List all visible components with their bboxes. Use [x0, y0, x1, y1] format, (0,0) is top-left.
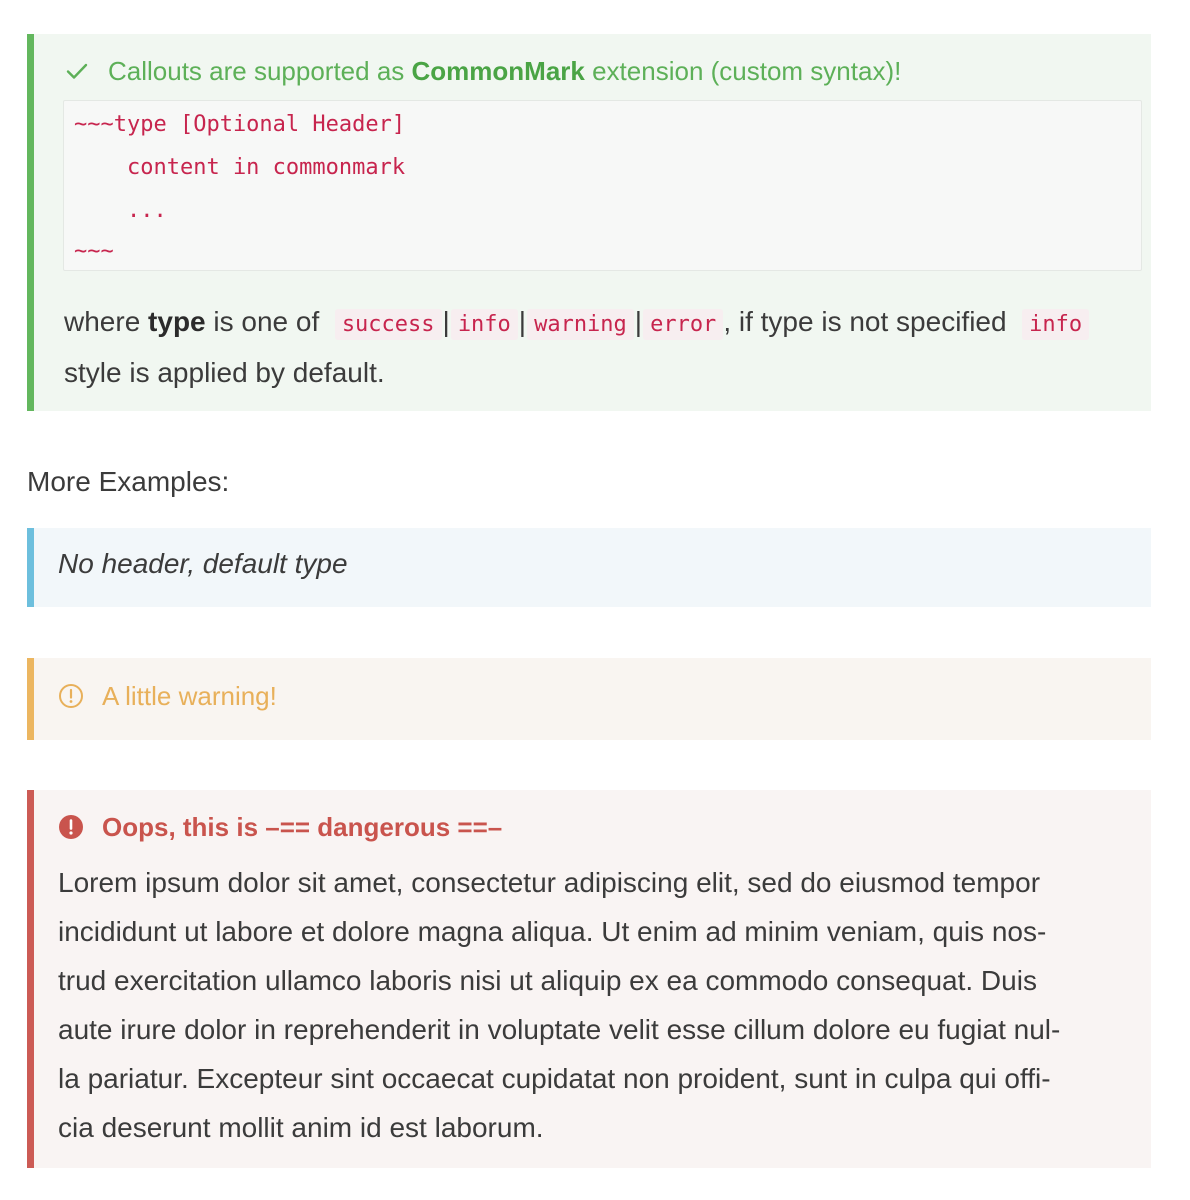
error-header-text: Oops, this is –== dangerous ==–	[102, 811, 503, 842]
success-header-text-pre: Callouts are supported as	[108, 55, 412, 86]
body-line: incididunt ut labore et dolore magna aliqua. Ut enim ad minim veniam, quis nos-	[58, 916, 1047, 947]
separator: |	[518, 306, 527, 337]
body-line: Lorem ipsum dolor sit amet, consectetur adipiscing elit, sed do eiusmod tempor	[58, 867, 1041, 898]
code-line: ~~~type [Optional Header]	[74, 112, 406, 137]
separator: |	[442, 306, 450, 337]
code-line: content in commonmark	[74, 155, 406, 180]
info-callout	[27, 528, 1151, 607]
body-line: la pariatur. Excepteur sint occaecat cupidatat non proident, sunt in culpa qui offi-	[58, 1063, 1051, 1094]
syntax-code-block	[63, 100, 1142, 271]
code-success: success	[335, 309, 442, 340]
check-icon	[64, 58, 90, 84]
more-examples-heading: More Examples:	[27, 466, 230, 497]
code-default-info: info	[1022, 309, 1089, 340]
error-callout-body	[58, 858, 1133, 1152]
type-description	[64, 298, 1124, 397]
warning-callout-header	[58, 678, 277, 714]
code-line: ~~~	[74, 239, 114, 264]
error-circle-icon	[58, 814, 84, 840]
code-error: error	[643, 309, 723, 340]
code-info: info	[451, 309, 518, 340]
success-callout	[27, 34, 1151, 411]
error-callout	[27, 790, 1151, 1168]
body-line: trud exercitation ullamco laboris nisi ut aliquip ex ea commodo consequat. Duis	[58, 965, 1037, 996]
warning-callout	[27, 658, 1151, 740]
para-text: style is applied by default.	[64, 357, 385, 388]
code-warning: warning	[527, 309, 634, 340]
success-header-text-post: extension (custom syntax)!	[584, 55, 902, 86]
info-callout-text: No header, default type	[58, 548, 348, 579]
body-line: cia deserunt mollit anim id est laborum.	[58, 1112, 544, 1143]
error-callout-header	[58, 810, 502, 844]
para-text: , if type is not specified	[723, 306, 1015, 337]
para-text: where	[64, 306, 149, 337]
code-line: ...	[74, 198, 167, 223]
type-keyword: type	[148, 306, 206, 337]
warning-circle-icon	[58, 683, 84, 709]
para-text: is one of	[205, 306, 328, 337]
body-line: aute irure dolor in reprehenderit in voluptate velit esse cillum dolore eu fugiat nul-	[58, 1014, 1061, 1045]
commonmark-text: CommonMark	[411, 55, 585, 86]
warning-header-text: A little warning!	[102, 680, 277, 711]
success-callout-header	[64, 54, 901, 88]
separator: |	[634, 306, 643, 337]
